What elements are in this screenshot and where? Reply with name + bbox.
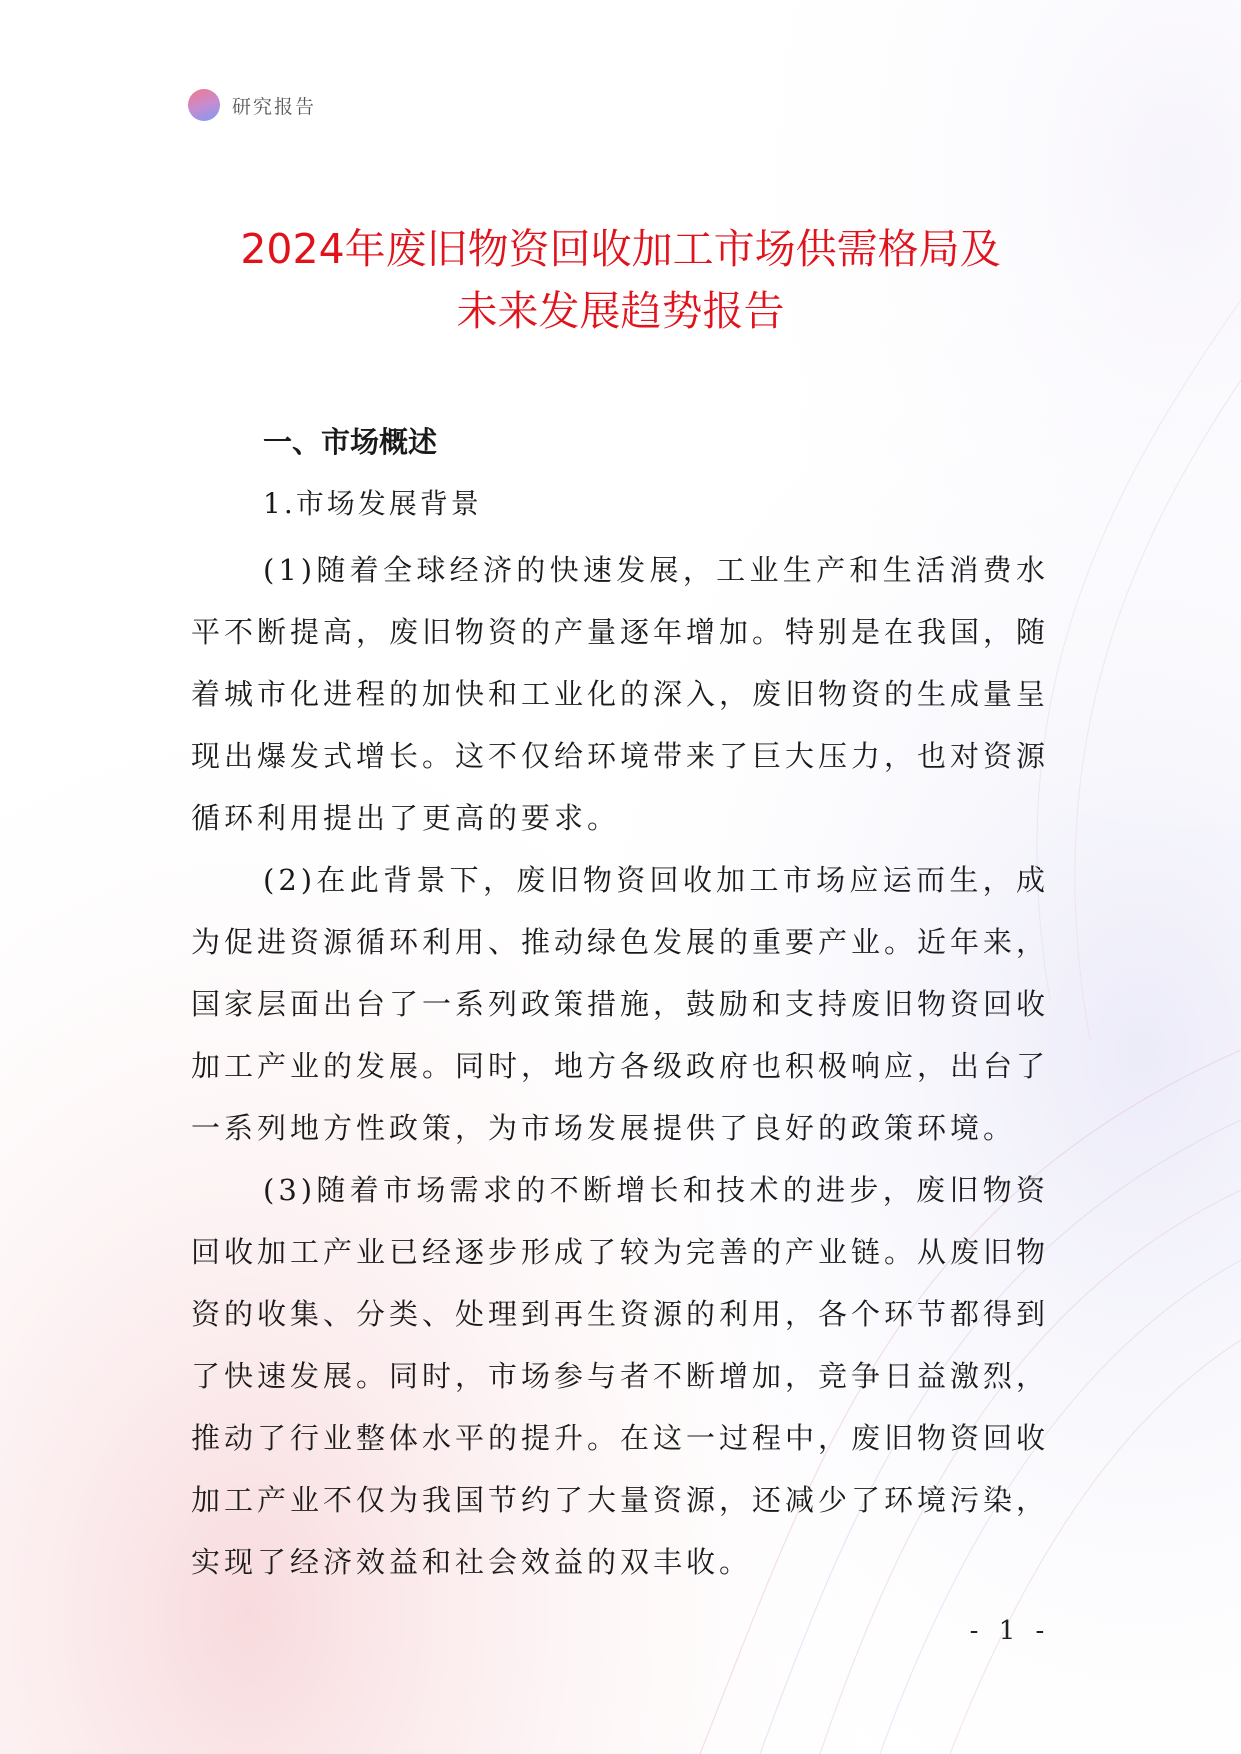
document-title: [150, 218, 1091, 342]
title-line-2: 未来发展趋势报告: [456, 287, 785, 335]
title-line-1: 2024年废旧物资回收加工市场供需格局及: [240, 225, 1001, 273]
paragraph-1: (1)随着全球经济的快速发展，工业生产和生活消费水平不断提高，废旧物资的产量逐年增加。特别是在我国，随着城市化进程的加快和工业化的深入，废旧物资的生成量呈现出爆发式增长。这不仅给环境带来了巨大压力，也对资源循环利用提出了更高的要求。: [191, 553, 1050, 835]
page-number: - 1 -: [969, 1616, 1051, 1646]
header-label: 研究报告: [232, 95, 317, 118]
paragraph-3: (3)随着市场需求的不断增长和技术的进步，废旧物资回收加工产业已经逐步形成了较为完善的产业链。从废旧物资的收集、分类、处理到再生资源的利用，各个环节都得到了快速发展。同时，市场参与者不断增加，竞争日益激烈，推动了行业整体水平的提升。在这一过程中，废旧物资回收加工产业不仅为我国节约了大量资源，还减少了环境污染，实现了经济效益和社会效益的双丰收。: [191, 1173, 1050, 1579]
section-heading: 一、市场概述: [263, 425, 438, 459]
logo-circle-icon: [188, 89, 220, 121]
document-body: [191, 415, 1049, 1593]
sub-heading: 1.市场发展背景: [263, 487, 482, 520]
report-header: [188, 88, 316, 122]
paragraph-2: (2)在此背景下，废旧物资回收加工市场应运而生，成为促进资源循环利用、推动绿色发展的重要产业。近年来，国家层面出台了一系列政策措施，鼓励和支持废旧物资回收加工产业的发展。同时，地方各级政府也积极响应，出台了一系列地方性政策，为市场发展提供了良好的政策环境。: [191, 863, 1050, 1145]
